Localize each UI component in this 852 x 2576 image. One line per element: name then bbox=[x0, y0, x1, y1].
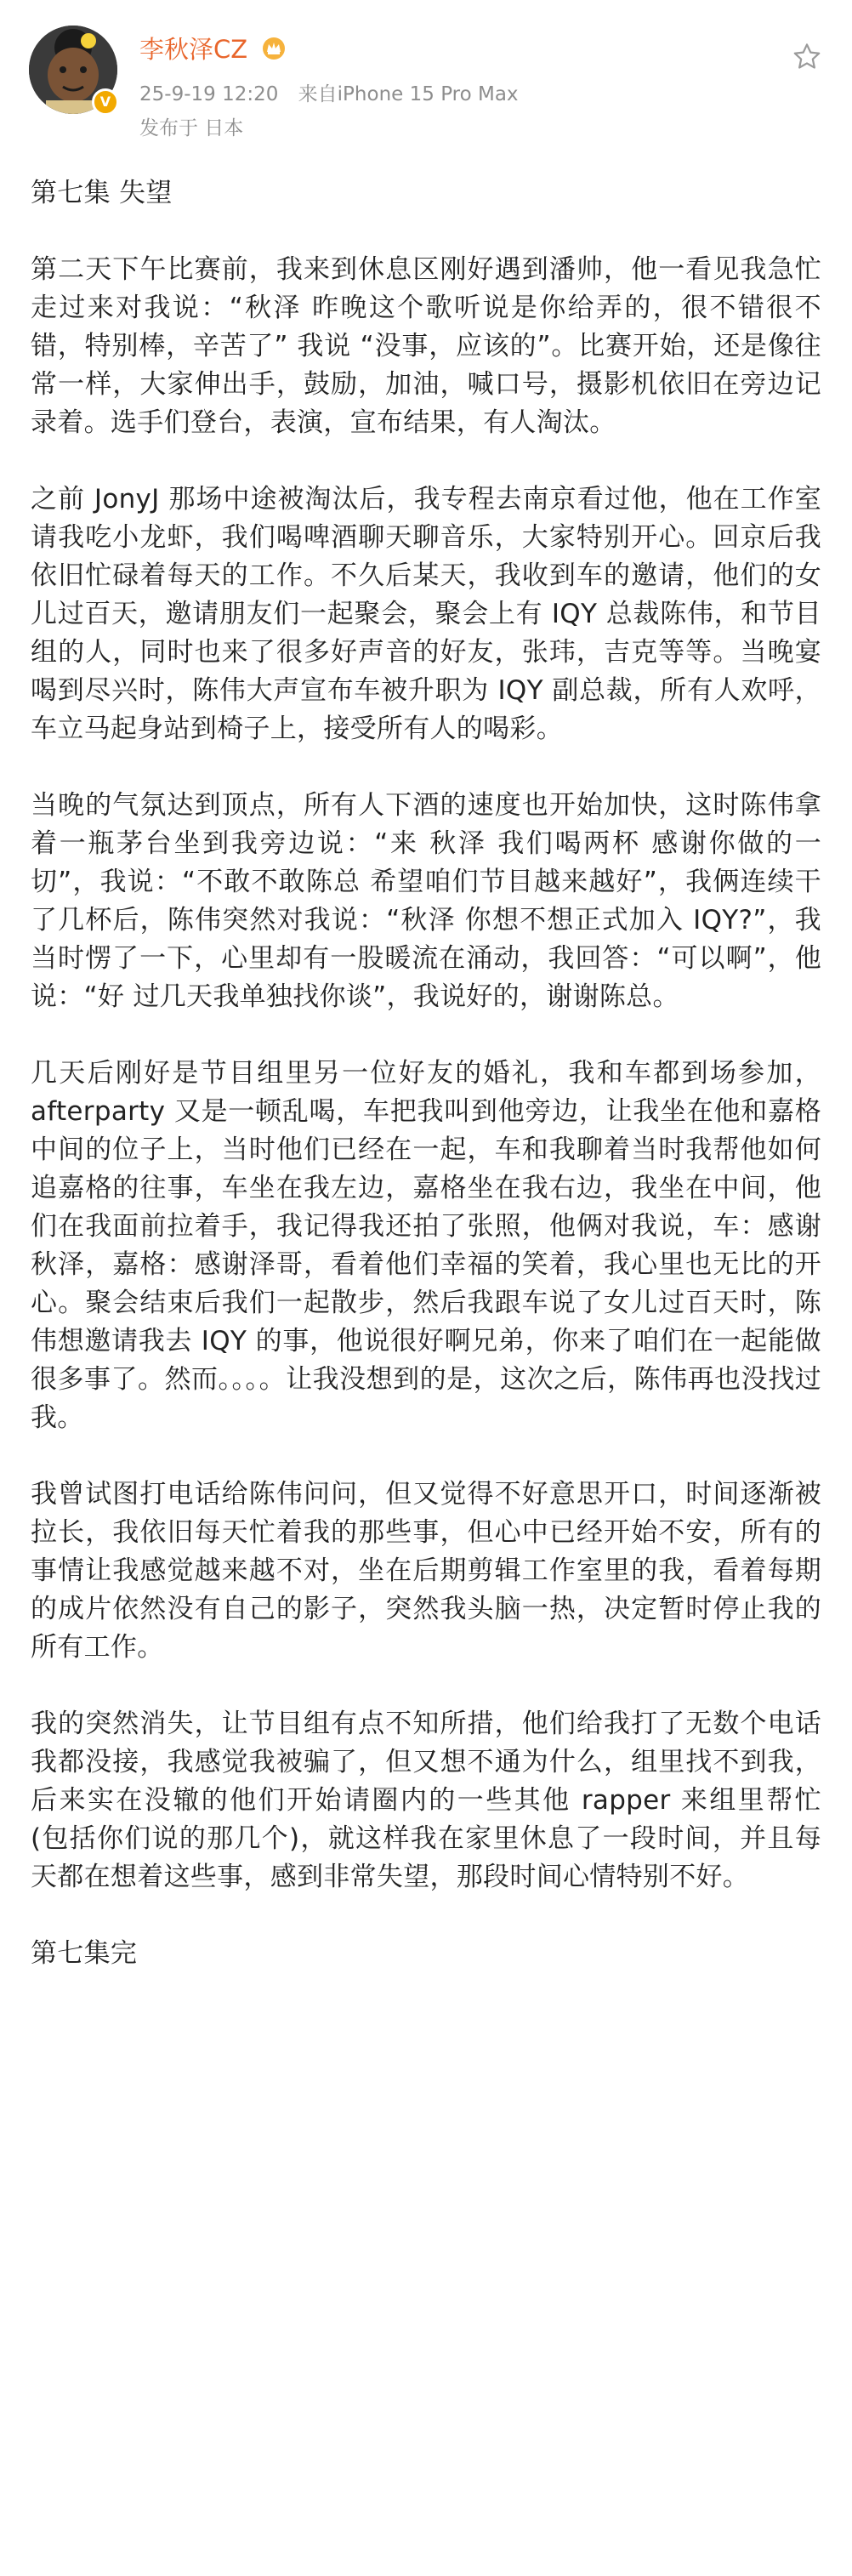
episode-ending: 第七集完 bbox=[31, 1938, 138, 1969]
paragraph-6: 我的突然消失，让节目组有点不知所措，他们给我打了无数个电话我都没接，我感觉我被骗了，但又想不通为什么，组里找不到我，后来实在没辙的他们开始请圈内的一些其他 rapper 来组里帮忙 (包括你们说的那几个)，就这样我在家里休息了一段时间，并且每天都在想着这些事，感到非常失望，那段时间心情特别不好。 bbox=[31, 1709, 821, 1892]
paragraph-5: 我曾试图打电话给陈伟问问，但又觉得不好意思开口，时间逐渐被拉长，我依旧每天忙着我的那些事，但心中已经开始不安，所有的事情让我感觉越来越不对，坐在后期剪辑工作室里的我，看着每期的成片依然没有自己的影子，突然我头脑一热，决定暂时停止我的所有工作。 bbox=[31, 1479, 821, 1663]
crown-icon bbox=[262, 37, 286, 67]
author-name[interactable]: 李秋泽CZ bbox=[139, 35, 248, 64]
verified-badge: V bbox=[92, 88, 119, 116]
paragraph-4: 几天后刚好是节目组里另一位好友的婚礼，我和车都到场参加，afterparty 又是一顿乱喝，车把我叫到他旁边，让我坐在他和嘉格中间的位子上，当时他们已经在一起，车和我聊着当时我帮他如何追嘉格的往事，车坐在我左边，嘉格坐在我右边，我坐在中间，他们在我面前拉着手，我记得我还拍了张照，他俩对我说，车：感谢秋泽，嘉格：感谢泽哥，看着他们幸福的笑着，我心里也无比的开心。聚会结束后我们一起散步，然后我跟车说了女儿过百天时，陈伟想邀请我去 IQY 的事，他说很好啊兄弟，你来了咱们在一起能做很多事了。然而。。。。让我没想到的是，这次之后，陈伟再也没找过我。 bbox=[31, 1058, 821, 1433]
post-datetime: 25-9-19 12:20 bbox=[139, 83, 279, 105]
star-icon[interactable] bbox=[791, 41, 823, 77]
post-meta-line bbox=[139, 82, 532, 107]
paragraph-1: 第二天下午比赛前，我来到休息区刚好遇到潘帅，他一看见我急忙走过来对我说：“秋泽 昨晚这个歌听说是你给弄的，很不错很不错，特别棒，辛苦了” 我说 “没事，应该的”。比赛开始，还是像往常一样，大家伸出手，鼓励，加油，喊口号，摄影机依旧在旁边记录着。选手们登台，表演，宣布结果，有人淘汰。 bbox=[31, 254, 821, 438]
paragraph-2: 之前 JonyJ 那场中途被淘汰后，我专程去南京看过他，他在工作室请我吃小龙虾，我们喝啤酒聊天聊音乐，大家特别开心。回京后我依旧忙碌着每天的工作。不久后某天，我收到车的邀请，他们的女儿过百天，邀请朋友们一起聚会，聚会上有 IQY 总裁陈伟，和节目组的人，同时也来了很多好声音的好友，张玮，吉克等等。当晚宴喝到尽兴时，陈伟大声宣布车被升职为 IQY 副总裁，所有人欢呼，车立马起身站到椅子上，接受所有人的喝彩。 bbox=[31, 484, 821, 744]
paragraph-3: 当晚的气氛达到顶点，所有人下酒的速度也开始加快，这时陈伟拿着一瓶茅台坐到我旁边说：“来 秋泽 我们喝两杯 感谢你做的一切”，我说：“不敢不敢陈总 希望咱们节目越来越好”，我俩连续干了几杯后，陈伟突然对我说：“秋泽 你想不想正式加入 IQY?”，我当时愣了一下，心里却有一股暖流在涌动，我回答：“可以啊”，他说：“好 过几天我单独找你谈”，我说好的，谢谢陈总。 bbox=[31, 790, 821, 1012]
author-name-row[interactable] bbox=[139, 34, 286, 67]
post-source: 来自iPhone 15 Pro Max bbox=[298, 83, 519, 105]
post-header bbox=[0, 0, 852, 162]
post-location: 发布于 日本 bbox=[139, 117, 244, 139]
episode-title: 第七集 失望 bbox=[31, 178, 173, 208]
post-content bbox=[31, 174, 821, 2011]
